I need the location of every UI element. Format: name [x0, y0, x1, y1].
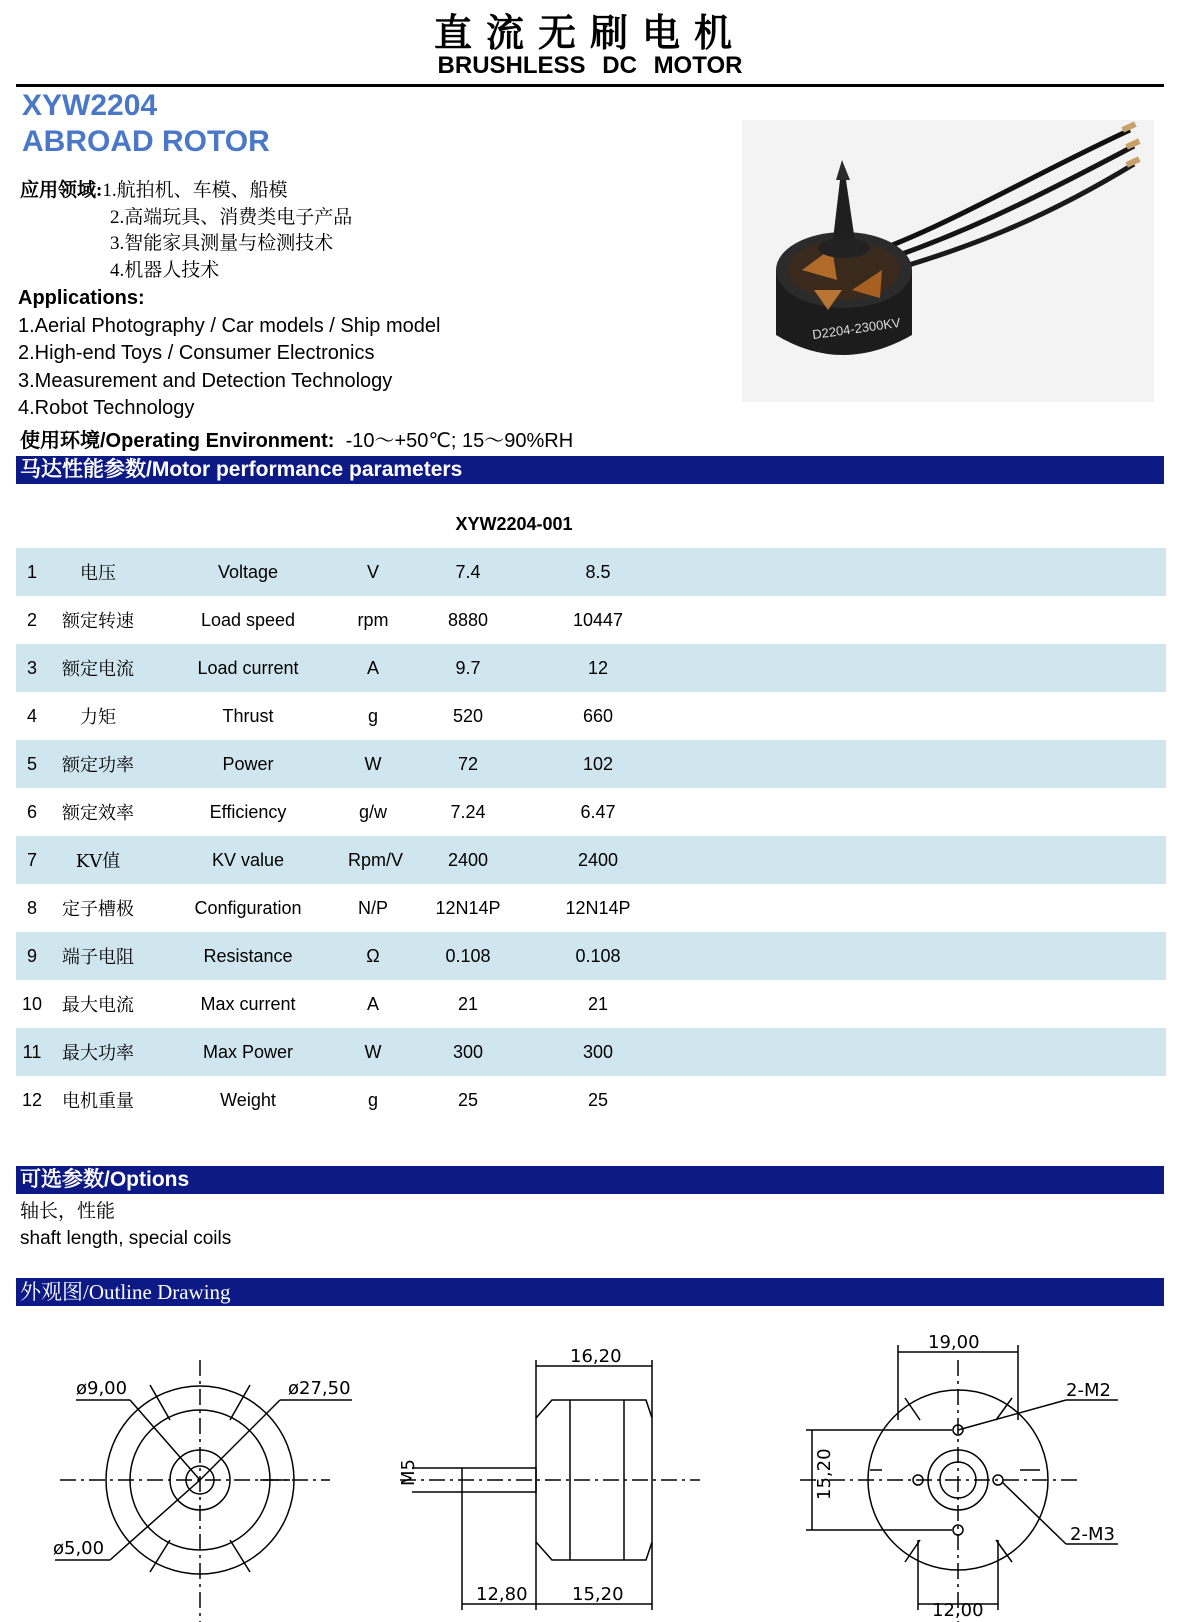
param-value-1: 25 [457, 1089, 479, 1110]
table-row [16, 836, 1166, 884]
row-number: 5 [26, 753, 37, 774]
row-number: 6 [26, 801, 37, 822]
param-unit: V [366, 561, 379, 582]
param-value-1: 8880 [447, 609, 489, 630]
outline-drawing [0, 1300, 1180, 1622]
param-value-1: 520 [452, 705, 484, 726]
performance-table [16, 548, 1166, 1124]
applications-cn [20, 178, 352, 284]
param-unit: g [367, 705, 378, 726]
model-code: XYW2204-001 [455, 514, 573, 534]
front-inner-diameter: ø5,00 [53, 1538, 105, 1559]
side-view [400, 1360, 700, 1610]
motor-label-text: D2204-2300KV [811, 314, 902, 343]
side-body-length: 15,20 [572, 1584, 624, 1605]
table-row [16, 548, 1166, 596]
param-cn: 端子电阻 [62, 947, 134, 968]
param-value-1: 9.7 [455, 657, 481, 678]
applications-en-item: 2.High-end Toys / Consumer Electronics [18, 342, 375, 364]
applications-en-item: 3.Measurement and Detection Technology [18, 369, 393, 392]
product-heading [22, 88, 270, 160]
param-value-1: 300 [452, 1041, 484, 1062]
front-view [55, 1360, 352, 1622]
applications-cn-item: 4.机器人技术 [110, 259, 220, 281]
outline-section-header: 外观图/Outline Drawing [16, 1278, 1164, 1306]
param-value-2: 102 [582, 753, 614, 774]
param-value-2: 2400 [577, 849, 619, 870]
param-en: Configuration [194, 897, 302, 918]
applications-en [18, 285, 440, 423]
applications-en-heading: Applications: [18, 287, 145, 309]
param-cn: 定子槽极 [62, 899, 134, 920]
param-cn: 额定转速 [62, 611, 134, 632]
motor-photo [742, 120, 1154, 402]
side-thread: M5 [398, 1459, 419, 1486]
back-hole-m2: 2-M2 [1066, 1380, 1111, 1401]
param-en: Resistance [203, 945, 293, 966]
param-value-1: 21 [457, 993, 479, 1014]
param-value-1: 7.24 [450, 801, 486, 822]
header-divider [16, 84, 1164, 87]
param-unit: g [367, 1089, 378, 1110]
param-en: Max current [200, 993, 296, 1014]
param-en: KV value [211, 849, 285, 870]
param-value-2: 660 [582, 705, 614, 726]
row-number: 3 [26, 657, 37, 678]
param-value-2: 10447 [572, 609, 624, 630]
param-value-2: 0.108 [575, 945, 621, 966]
table-row [16, 932, 1166, 980]
param-value-1: 72 [457, 753, 479, 774]
applications-cn-item: 3.智能家具测量与检测技术 [110, 233, 334, 254]
param-cn: 最大功率 [62, 1043, 134, 1064]
param-cn: 额定功率 [62, 755, 134, 776]
param-value-2: 12N14P [565, 897, 631, 918]
back-top-dimension: 19,00 [928, 1332, 980, 1353]
param-unit: Rpm/V [348, 849, 404, 870]
param-unit: W [364, 753, 382, 774]
back-hole-m3: 2-M3 [1070, 1524, 1115, 1545]
param-value-2: 25 [587, 1089, 609, 1110]
environment-value: -10～+50℃; 15～90%RH [345, 430, 574, 452]
param-value-1: 2400 [447, 849, 489, 870]
param-cn: KV值 [75, 851, 121, 872]
side-width: 16,20 [570, 1346, 622, 1367]
param-en: Voltage [217, 561, 279, 582]
applications-cn-item: 2.高端玩具、消费类电子产品 [110, 206, 353, 228]
table-row [16, 1076, 1166, 1124]
param-en: Efficiency [209, 801, 287, 822]
param-value-2: 12 [587, 657, 609, 678]
table-row [16, 644, 1166, 692]
row-number: 1 [26, 561, 37, 582]
table-row [16, 1028, 1166, 1076]
row-number: 11 [22, 1041, 42, 1062]
param-cn: 力矩 [80, 707, 116, 728]
param-value-2: 6.47 [580, 801, 616, 822]
applications-cn-label: 应用领域: [20, 180, 103, 201]
param-value-2: 21 [587, 993, 609, 1014]
options-cn: 轴长，性能 [20, 1201, 116, 1222]
options-text [20, 1198, 231, 1252]
param-unit: g/w [358, 801, 387, 822]
page-title-en: BRUSHLESS DC MOTOR [437, 52, 743, 79]
param-value-2: 300 [582, 1041, 614, 1062]
param-value-2: 8.5 [585, 561, 611, 582]
param-value-1: 12N14P [435, 897, 501, 918]
table-row [16, 980, 1166, 1028]
param-cn: 额定效率 [62, 803, 134, 824]
row-number: 8 [26, 897, 37, 918]
param-en: Thrust [222, 705, 274, 726]
param-unit: A [366, 993, 379, 1014]
param-en: Power [222, 753, 274, 774]
param-en: Load current [197, 657, 299, 678]
front-shaft-diameter: ø9,00 [76, 1378, 128, 1399]
environment-label: 使用环境/Operating Environment: [20, 430, 335, 452]
back-bottom-dimension: 12,00 [932, 1600, 984, 1621]
param-cn: 额定电流 [62, 659, 134, 680]
param-cn: 电机重量 [62, 1091, 134, 1112]
param-value-1: 7.4 [455, 561, 481, 582]
options-en: shaft length, special coils [20, 1228, 232, 1249]
row-number: 10 [21, 993, 43, 1014]
row-number: 7 [26, 849, 37, 870]
performance-section-header: 马达性能参数/Motor performance parameters [16, 456, 1164, 484]
param-en: Load speed [200, 609, 296, 630]
param-unit: N/P [357, 897, 388, 918]
product-subtitle: ABROAD ROTOR [22, 125, 270, 158]
applications-en-item: 4.Robot Technology [18, 397, 195, 419]
row-number: 2 [26, 609, 37, 630]
row-number: 9 [26, 945, 37, 966]
param-cn: 最大电流 [62, 995, 134, 1016]
table-row [16, 740, 1166, 788]
table-row [16, 596, 1166, 644]
table-row [16, 788, 1166, 836]
applications-en-item: 1.Aerial Photography / Car models / Ship model [18, 314, 441, 337]
param-value-1: 0.108 [445, 945, 491, 966]
motor-image [742, 120, 1154, 402]
row-number: 12 [21, 1089, 43, 1110]
param-unit: rpm [357, 609, 389, 630]
table-row [16, 884, 1166, 932]
param-unit: W [364, 1041, 382, 1062]
param-unit: A [366, 657, 379, 678]
page-title-cn: 直流无刷电机 [433, 10, 746, 55]
table-row [16, 692, 1166, 740]
param-unit: Ω [366, 945, 380, 966]
applications-cn-item: 1.航拍机、车模、船模 [102, 180, 288, 201]
param-en: Weight [220, 1089, 276, 1110]
options-section-header: 可选参数/Options [16, 1166, 1164, 1194]
product-model: XYW2204 [22, 89, 158, 122]
front-outer-diameter: ø27,50 [288, 1378, 351, 1399]
param-en: Max Power [202, 1041, 294, 1062]
param-cn: 电压 [80, 563, 116, 584]
side-shaft-length: 12,80 [476, 1584, 528, 1605]
back-height-dimension: 15,20 [814, 1448, 835, 1500]
operating-environment [20, 424, 573, 453]
row-number: 4 [26, 705, 37, 726]
